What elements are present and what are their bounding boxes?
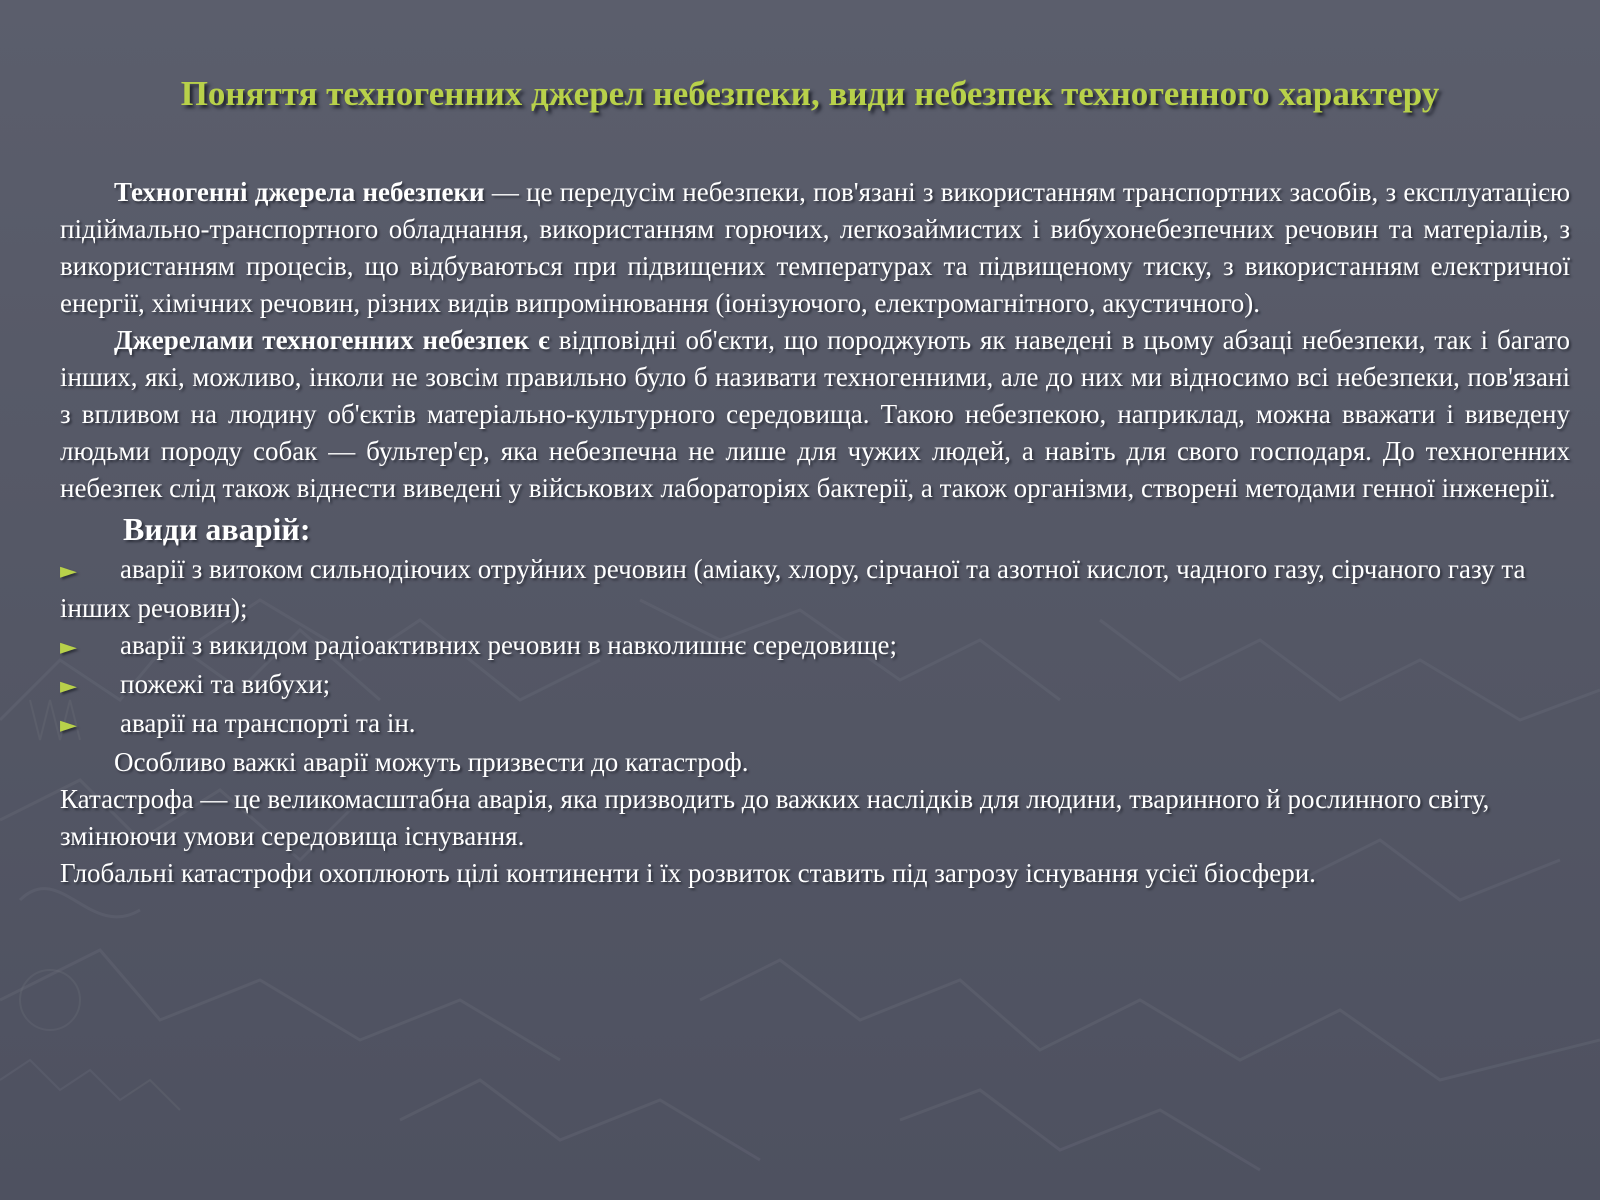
list-item-text: пожежі та вибухи; [120,669,331,699]
catastrophe-definition: Катастрофа — це великомасштабна аварія, яка призводить до важких наслідків для людини, тваринного й рослинного світу, змінюючи умови середовища існування. [60,784,1490,851]
list-item-text: аварії на транспорті та ін. [120,708,416,738]
list-item-text: аварії з витоком сильнодіючих отруйних речовин (аміаку, хлору, сірчаної та азотної кислот, чадного газу, сірчаного газу та інших речовин); [60,554,1526,623]
term-tech-sources: Техногенні джерела небезпеки [114,177,485,207]
list-item [60,627,1570,666]
list-item [60,666,1570,705]
paragraph-hazard-sources [60,322,1570,507]
bullet-arrow-icon: ► [60,674,77,699]
slide-content [60,174,1570,892]
list-item-text: аварії з викидом радіоактивних речовин в навколишнє середовище; [120,630,897,660]
paragraph-tech-sources-text: — це передусім небезпеки, пов'язані з використанням транспортних засобів, з експлуатацією підіймально-транспортного обладнання, використанням горючих, легкозаймистих і вибухонебезпечних речовин та матеріалів, з використанням процесів, що відбуваються при підвищених температурах та підвищеному тиску, з використанням електричної енергії, хімічних речовин, різних видів випромінювання (іонізуючого, електромагнітного, акустичного). [60,177,1571,318]
bullet-arrow-icon: ► [60,713,77,738]
paragraph-tech-sources [60,174,1570,322]
slide-title: Поняття техногенних джерел небезпеки, види небезпек техногенного характеру [180,74,1440,113]
list-item [60,705,1570,744]
global-catastrophe-text: Глобальні катастрофи охоплюють цілі континенти і їх розвиток ставить під загрозу існування усієї біосфери. [60,858,1316,888]
bullet-arrow-icon: ► [60,559,77,584]
bullet-arrow-icon: ► [60,635,77,660]
list-item [60,551,1570,627]
paragraph-hazard-sources-text: відповідні об'єкти, що породжують як наведені в цьому абзаці небезпеки, так і багато інших, які, можливо, інколи не зовсім правильно було б називати техногенними, але до них ми відносимо всі небезпеки, пов'язані з впливом на людину об'єктів матеріально-культурного середовища. Такою небезпекою, наприклад, можна вважати і виведену людьми породу собак — бультер'єр, яка небезпечна не лише для чужих людей, а навіть для свого господаря. До техногенних небезпек слід також віднести виведені у військових лабораторіях бактерії, а також організми, створені методами генної інженерії. [60,325,1570,503]
accidents-heading: Види аварій: [123,511,311,547]
note-text: Особливо важкі аварії можуть призвести до катастроф. [114,747,749,777]
term-hazard-sources: Джерелами техногенних небезпек є [114,325,550,355]
